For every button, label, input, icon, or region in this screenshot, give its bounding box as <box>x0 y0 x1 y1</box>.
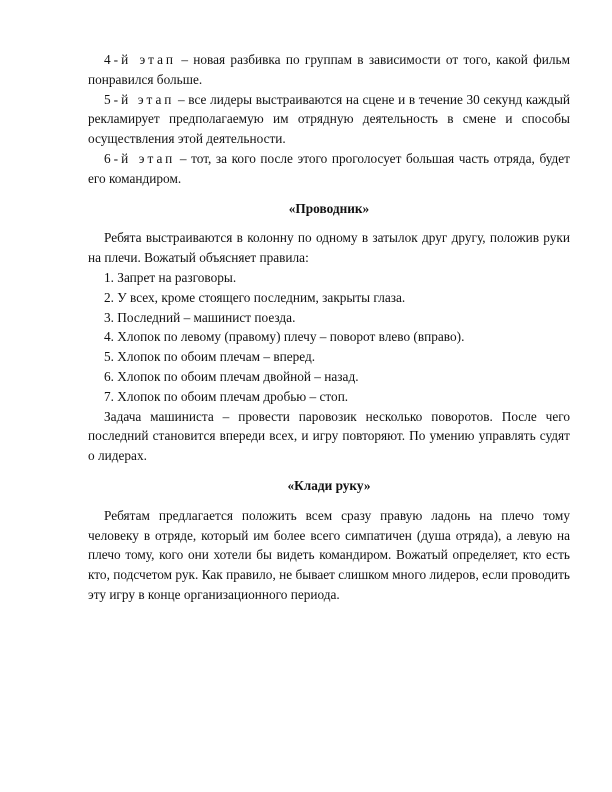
game-outro: Задача машиниста – провести паровозик несколько поворотов. После чего последний становится впереди всех, и игру повторяют. По умению управлять судят о лидерах. <box>88 408 570 464</box>
game-kladi-ruku-section <box>88 466 570 605</box>
game-title: «Проводник» <box>288 200 370 216</box>
rule-item: 2. У всех, кроме стоящего последним, закрыты глаза. <box>104 289 406 305</box>
stage-text: – все лидеры выстраиваются на сцене и в течение 30 секунд каждый рекламирует предполагаемую им отрядную деятельность в смене и способы осуществления этой деятельности. <box>88 91 570 147</box>
stage-label: 5-й этап <box>104 91 175 107</box>
document-page <box>88 50 570 605</box>
rule-item: 1. Запрет на разговоры. <box>104 269 237 285</box>
game-title: «Клади руку» <box>287 477 371 493</box>
stage-paragraph <box>88 90 570 149</box>
rule-item: 7. Хлопок по обоим плечам дробью – стоп. <box>104 388 349 404</box>
game-provodnik-section <box>88 189 570 466</box>
stage-label: 6-й этап <box>104 150 176 166</box>
stage-paragraph <box>88 50 570 90</box>
game-intro: Ребятам предлагается положить всем сразу правую ладонь на плечо тому человеку в отряде, который им более всего симпатичен (душа отряда), а левую на плечо тому, кого они хотели бы видеть командиром. Вожатый определяет, кто есть кто, подсчетом рук. Как правило, не бывает слишком много лидеров, если проводить эту игру в конце организационного периода. <box>88 507 570 602</box>
stages-section <box>88 50 570 189</box>
rule-item: 5. Хлопок по обоим плечам – вперед. <box>104 349 316 365</box>
stage-label: 4-й этап <box>104 52 177 67</box>
stage-paragraph <box>88 149 570 189</box>
rule-item: 6. Хлопок по обоим плечам двойной – назад. <box>104 368 359 384</box>
stage-text: – новая разбивка по группам в зависимости от того, какой фильм понравился больше. <box>88 52 571 87</box>
stage-text: – тот, за кого после этого проголосует большая часть отряда, будет его командиром. <box>88 150 570 186</box>
game-intro: Ребята выстраиваются в колонну по одному в затылок друг другу, положив руки на плечи. Вожатый объясняет правила: <box>88 230 570 266</box>
rule-item: 4. Хлопок по левому (правому) плечу – поворот влево (вправо). <box>104 329 465 345</box>
rule-item: 3. Последний – машинист поезда. <box>104 309 296 325</box>
